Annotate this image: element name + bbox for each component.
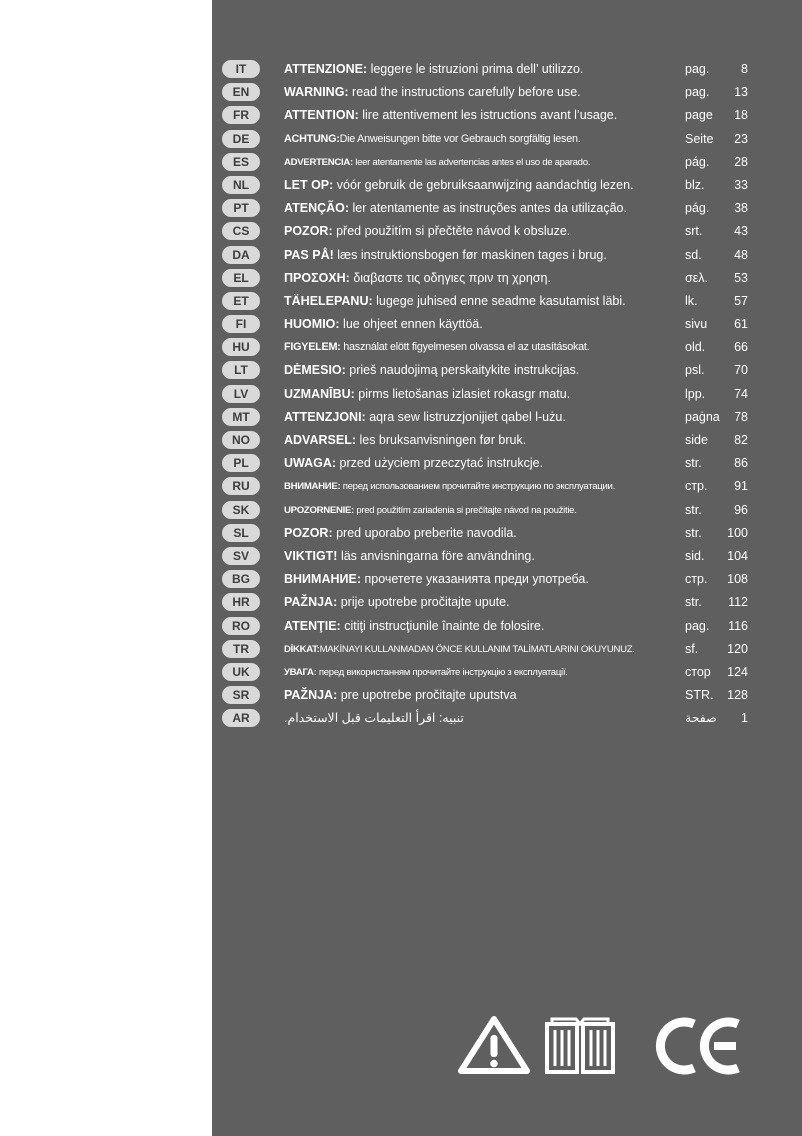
page-number: 112	[728, 595, 748, 610]
page-word: str.	[685, 456, 702, 471]
page-number: 82	[734, 433, 748, 447]
warning-label: ATTENZJONI:	[284, 409, 366, 424]
warning-body: διαβαστε τις οδηγιες πριν τη χρηση.	[349, 270, 551, 285]
warning-label: ATTENZIONE:	[284, 62, 368, 76]
page-word: pag.	[685, 62, 710, 76]
page-word: стр.	[685, 479, 708, 494]
page-number: 108	[727, 572, 748, 587]
warning-label: DĖMESIO:	[284, 363, 346, 378]
warning-body: lire attentivement les istructions avant l’usage.	[358, 108, 618, 123]
page-number: 38	[734, 201, 748, 216]
language-row-ru	[0, 475, 802, 498]
warning-body: pre upotrebe pročitajte uputstva	[337, 688, 517, 703]
warning-body: před použitím si přečtěte návod k obsluze.	[332, 224, 571, 239]
warning-body: pred uporabo preberite navodila.	[332, 525, 517, 540]
language-badge: FI	[222, 315, 260, 333]
page-word: sf.	[685, 641, 699, 656]
language-row-it	[0, 58, 802, 81]
warning-label: ADVARSEL:	[284, 433, 356, 447]
language-badge: PL	[222, 454, 260, 472]
warning-list	[0, 58, 802, 730]
warning-label: ATENŢIE:	[284, 618, 341, 633]
language-badge: EN	[222, 83, 260, 101]
warning-label: POZOR:	[284, 224, 333, 239]
warning-body: read the instructions carefully before use.	[348, 85, 581, 100]
warning-label: PAŽNJA:	[284, 595, 338, 610]
warning-label: УВАГА:	[284, 666, 317, 678]
ce-mark-icon	[654, 1016, 746, 1076]
page-word: srt.	[685, 224, 703, 239]
language-row-ar	[0, 707, 802, 730]
page-word: str.	[685, 502, 702, 517]
page-word: σελ.	[685, 270, 709, 285]
page-word: стор	[685, 664, 711, 679]
warning-body: vóór gebruik de gebruiksaanwijzing aandachtig lezen.	[333, 177, 634, 192]
page-word: str.	[685, 525, 702, 540]
page-number: 33	[734, 177, 748, 192]
warning-label: PAŽNJA:	[284, 688, 338, 703]
warning-label: TÄHELEPANU:	[284, 293, 373, 308]
warning-body: перед використанням прочитайте інструкцію з експлуатації.	[316, 666, 568, 678]
warning-text	[284, 151, 682, 174]
warning-body: aqra sew listruzzjonijiet qabel l-użu.	[365, 409, 566, 424]
language-row-pt	[0, 197, 802, 220]
language-badge: DA	[222, 246, 260, 264]
warning-body: przed użyciem przeczytać instrukcje.	[336, 456, 544, 471]
warning-label: HUOMIO:	[284, 317, 340, 332]
language-badge: HU	[222, 338, 260, 356]
language-badge: CS	[222, 222, 260, 240]
warning-body: Die Anweisungen bitte vor Gebrauch sorgfältig lesen.	[339, 132, 581, 145]
page-number: 128	[727, 688, 748, 703]
language-row-uk	[0, 661, 802, 684]
warning-body: prije upotrebe pročitajte upute.	[337, 595, 510, 610]
warning-text	[284, 359, 682, 382]
warning-text	[284, 290, 682, 313]
language-row-lt	[0, 359, 802, 382]
warning-text	[284, 174, 682, 197]
page-number: 1	[741, 711, 748, 726]
warning-label: ADVERTENCIA:	[284, 156, 353, 168]
warning-text	[284, 58, 682, 81]
warning-label: ВНИМАНИЕ:	[284, 572, 361, 587]
warning-body: перед использованием прочитайте инструкцию по эксплуатации.	[340, 481, 615, 493]
warning-label: UZMANĪBU:	[284, 386, 355, 401]
language-badge: SR	[222, 686, 260, 704]
page-word: blz.	[685, 177, 705, 192]
page-number: 91	[734, 479, 748, 494]
language-badge: IT	[222, 60, 260, 78]
language-badge: RO	[222, 617, 260, 635]
language-badge: SV	[222, 547, 260, 565]
warning-text	[284, 313, 682, 336]
language-badge: FR	[222, 106, 260, 124]
page-number: 28	[734, 154, 748, 169]
warning-text	[284, 568, 682, 591]
page-word: pág.	[685, 201, 710, 216]
language-row-hr	[0, 591, 802, 614]
language-row-cs	[0, 220, 802, 243]
warning-label: ВНИМАНИЕ:	[284, 481, 341, 493]
page-number: 8	[741, 62, 748, 76]
warning-body: läs anvisningarna före användning.	[337, 548, 535, 563]
warning-text	[284, 638, 682, 661]
warning-label: VIKTIGT!	[284, 548, 338, 563]
language-row-no	[0, 429, 802, 452]
language-row-sv	[0, 545, 802, 568]
page-number: 48	[734, 247, 748, 262]
page-word: sivu	[685, 317, 708, 332]
language-row-el	[0, 267, 802, 290]
language-row-es	[0, 151, 802, 174]
warning-label: DİKKAT:	[284, 643, 320, 655]
language-row-sl	[0, 522, 802, 545]
language-badge: AR	[222, 709, 260, 727]
language-row-sk	[0, 499, 802, 522]
page-word: lk.	[685, 293, 698, 308]
page-number: 43	[734, 224, 748, 239]
warning-label: ATENÇÃO:	[284, 201, 350, 216]
language-badge: NO	[222, 431, 260, 449]
page-word: pág.	[685, 154, 710, 169]
page-number: 100	[727, 525, 748, 540]
language-badge: NL	[222, 176, 260, 194]
warning-body: használat elött figyelmesen olvassa el az utasításokat.	[340, 341, 590, 354]
warning-label: POZOR:	[284, 525, 333, 540]
warning-text	[284, 499, 682, 522]
page-word: psl.	[685, 363, 705, 378]
page-number: 116	[728, 618, 748, 633]
page-number: 57	[734, 293, 748, 308]
warning-body: lue ohjeet ennen käyttöä.	[339, 317, 483, 332]
warning-text	[284, 522, 682, 545]
language-row-sr	[0, 684, 802, 707]
language-row-et	[0, 290, 802, 313]
language-badge: ES	[222, 153, 260, 171]
warning-text	[284, 684, 682, 707]
page-word: side	[685, 433, 708, 447]
page-number: 70	[734, 363, 748, 378]
warning-text	[284, 383, 682, 406]
warning-text	[284, 406, 682, 429]
warning-text	[284, 615, 682, 638]
warning-label: ATTENTION:	[284, 108, 359, 123]
warning-body: citiţi instrucţiunile înainte de folosire.	[340, 618, 545, 633]
language-badge: LT	[222, 361, 260, 379]
page-number: 78	[734, 409, 748, 424]
page-number: 18	[734, 108, 748, 123]
manual-book-icon	[544, 1016, 616, 1076]
language-badge: EL	[222, 269, 260, 287]
language-row-bg	[0, 568, 802, 591]
language-row-fi	[0, 313, 802, 336]
warning-text	[284, 128, 682, 151]
warning-text	[284, 475, 682, 498]
warning-text	[284, 707, 682, 730]
warning-label: LET OP:	[284, 177, 334, 192]
warning-body: pred použitím zariadenia si prečítajte návod na použitie.	[353, 504, 577, 516]
warning-label: ACHTUNG:	[284, 132, 340, 145]
page-number: 124	[727, 664, 748, 679]
language-badge: UK	[222, 663, 260, 681]
page-word: Seite	[685, 131, 714, 146]
warning-body: leer atentamente las advertencias antes el uso de aparado.	[352, 156, 591, 168]
language-badge: HR	[222, 593, 260, 611]
page-number: 53	[734, 270, 748, 285]
page-number: 74	[734, 386, 748, 401]
warning-label: ΠΡΟΣΟΧΗ:	[284, 270, 350, 285]
language-row-fr	[0, 104, 802, 127]
language-row-de	[0, 128, 802, 151]
page-word: str.	[685, 595, 702, 610]
page-word: page	[685, 108, 713, 123]
safety-icons	[458, 1016, 758, 1084]
warning-text	[284, 429, 682, 452]
page-number: 61	[734, 317, 748, 332]
warning-body: ler atentamente as instruções antes da utilização.	[349, 201, 627, 216]
language-row-da	[0, 244, 802, 267]
language-row-hu	[0, 336, 802, 359]
language-badge: ET	[222, 292, 260, 310]
warning-body: pirms lietošanas izlasiet rokasgr matu.	[354, 386, 571, 401]
language-badge: TR	[222, 640, 260, 658]
language-badge: DE	[222, 130, 260, 148]
page-word: sid.	[685, 548, 705, 563]
page-number: 86	[734, 456, 748, 471]
language-row-en	[0, 81, 802, 104]
warning-body: les bruksanvisningen før bruk.	[356, 433, 527, 447]
warning-triangle-icon	[458, 1016, 530, 1074]
page-word: lpp.	[685, 386, 706, 401]
page-number: 96	[734, 502, 748, 517]
warning-text	[284, 267, 682, 290]
language-row-nl	[0, 174, 802, 197]
warning-body: прочетете указанията преди употреба.	[361, 572, 589, 587]
language-badge: PT	[222, 199, 260, 217]
language-row-mt	[0, 406, 802, 429]
warning-label: UPOZORNENIE:	[284, 504, 354, 516]
warning-text	[284, 81, 682, 104]
warning-body: lugege juhised enne seadme kasutamist läbi.	[372, 293, 626, 308]
page-word: sd.	[685, 247, 702, 262]
page-number: 13	[734, 85, 748, 100]
language-badge: MT	[222, 408, 260, 426]
warning-body: leggere le istruzioni prima dell’ utilizzo.	[367, 62, 584, 76]
warning-text	[284, 104, 682, 127]
page-word: old.	[685, 340, 706, 355]
warning-label: WARNING:	[284, 85, 349, 100]
page-word: صفحة	[685, 711, 717, 726]
page-word: paġna	[685, 409, 720, 424]
warning-text	[284, 336, 682, 359]
page-number: 66	[734, 340, 748, 355]
warning-text	[284, 591, 682, 614]
warning-body: MAKİNAYI KULLANMADAN ÖNCE KULLANIM TALİMATLARINI OKUYUNUZ.	[319, 643, 635, 655]
page-number: 104	[727, 548, 748, 563]
page-word: pag.	[685, 618, 710, 633]
warning-text	[284, 197, 682, 220]
warning-label: PAS PÅ!	[284, 247, 334, 262]
language-badge: SK	[222, 501, 260, 519]
warning-text	[284, 661, 682, 684]
page-number: 23	[734, 131, 748, 146]
language-badge: LV	[222, 385, 260, 403]
warning-text	[284, 220, 682, 243]
warning-body: læs instruktionsbogen før maskinen tages i brug.	[333, 247, 607, 262]
warning-text	[284, 452, 682, 475]
language-badge: SL	[222, 524, 260, 542]
language-badge: BG	[222, 570, 260, 588]
page-number: 120	[727, 641, 748, 656]
language-row-pl	[0, 452, 802, 475]
language-row-lv	[0, 383, 802, 406]
page-word: pag.	[685, 85, 710, 100]
language-row-ro	[0, 615, 802, 638]
language-badge: RU	[222, 477, 260, 495]
warning-text	[284, 545, 682, 568]
warning-body: prieš naudojimą perskaitykite instrukcijas.	[345, 363, 580, 378]
language-row-tr	[0, 638, 802, 661]
warning-label: UWAGA:	[284, 456, 337, 471]
page-word: стр.	[685, 572, 708, 587]
page-word: STR.	[685, 688, 714, 703]
warning-body: تنبيه: اقرأ التعليمات قبل الاستخدام.	[284, 711, 464, 726]
warning-label: FIGYELEM:	[284, 341, 341, 354]
warning-text	[284, 244, 682, 267]
